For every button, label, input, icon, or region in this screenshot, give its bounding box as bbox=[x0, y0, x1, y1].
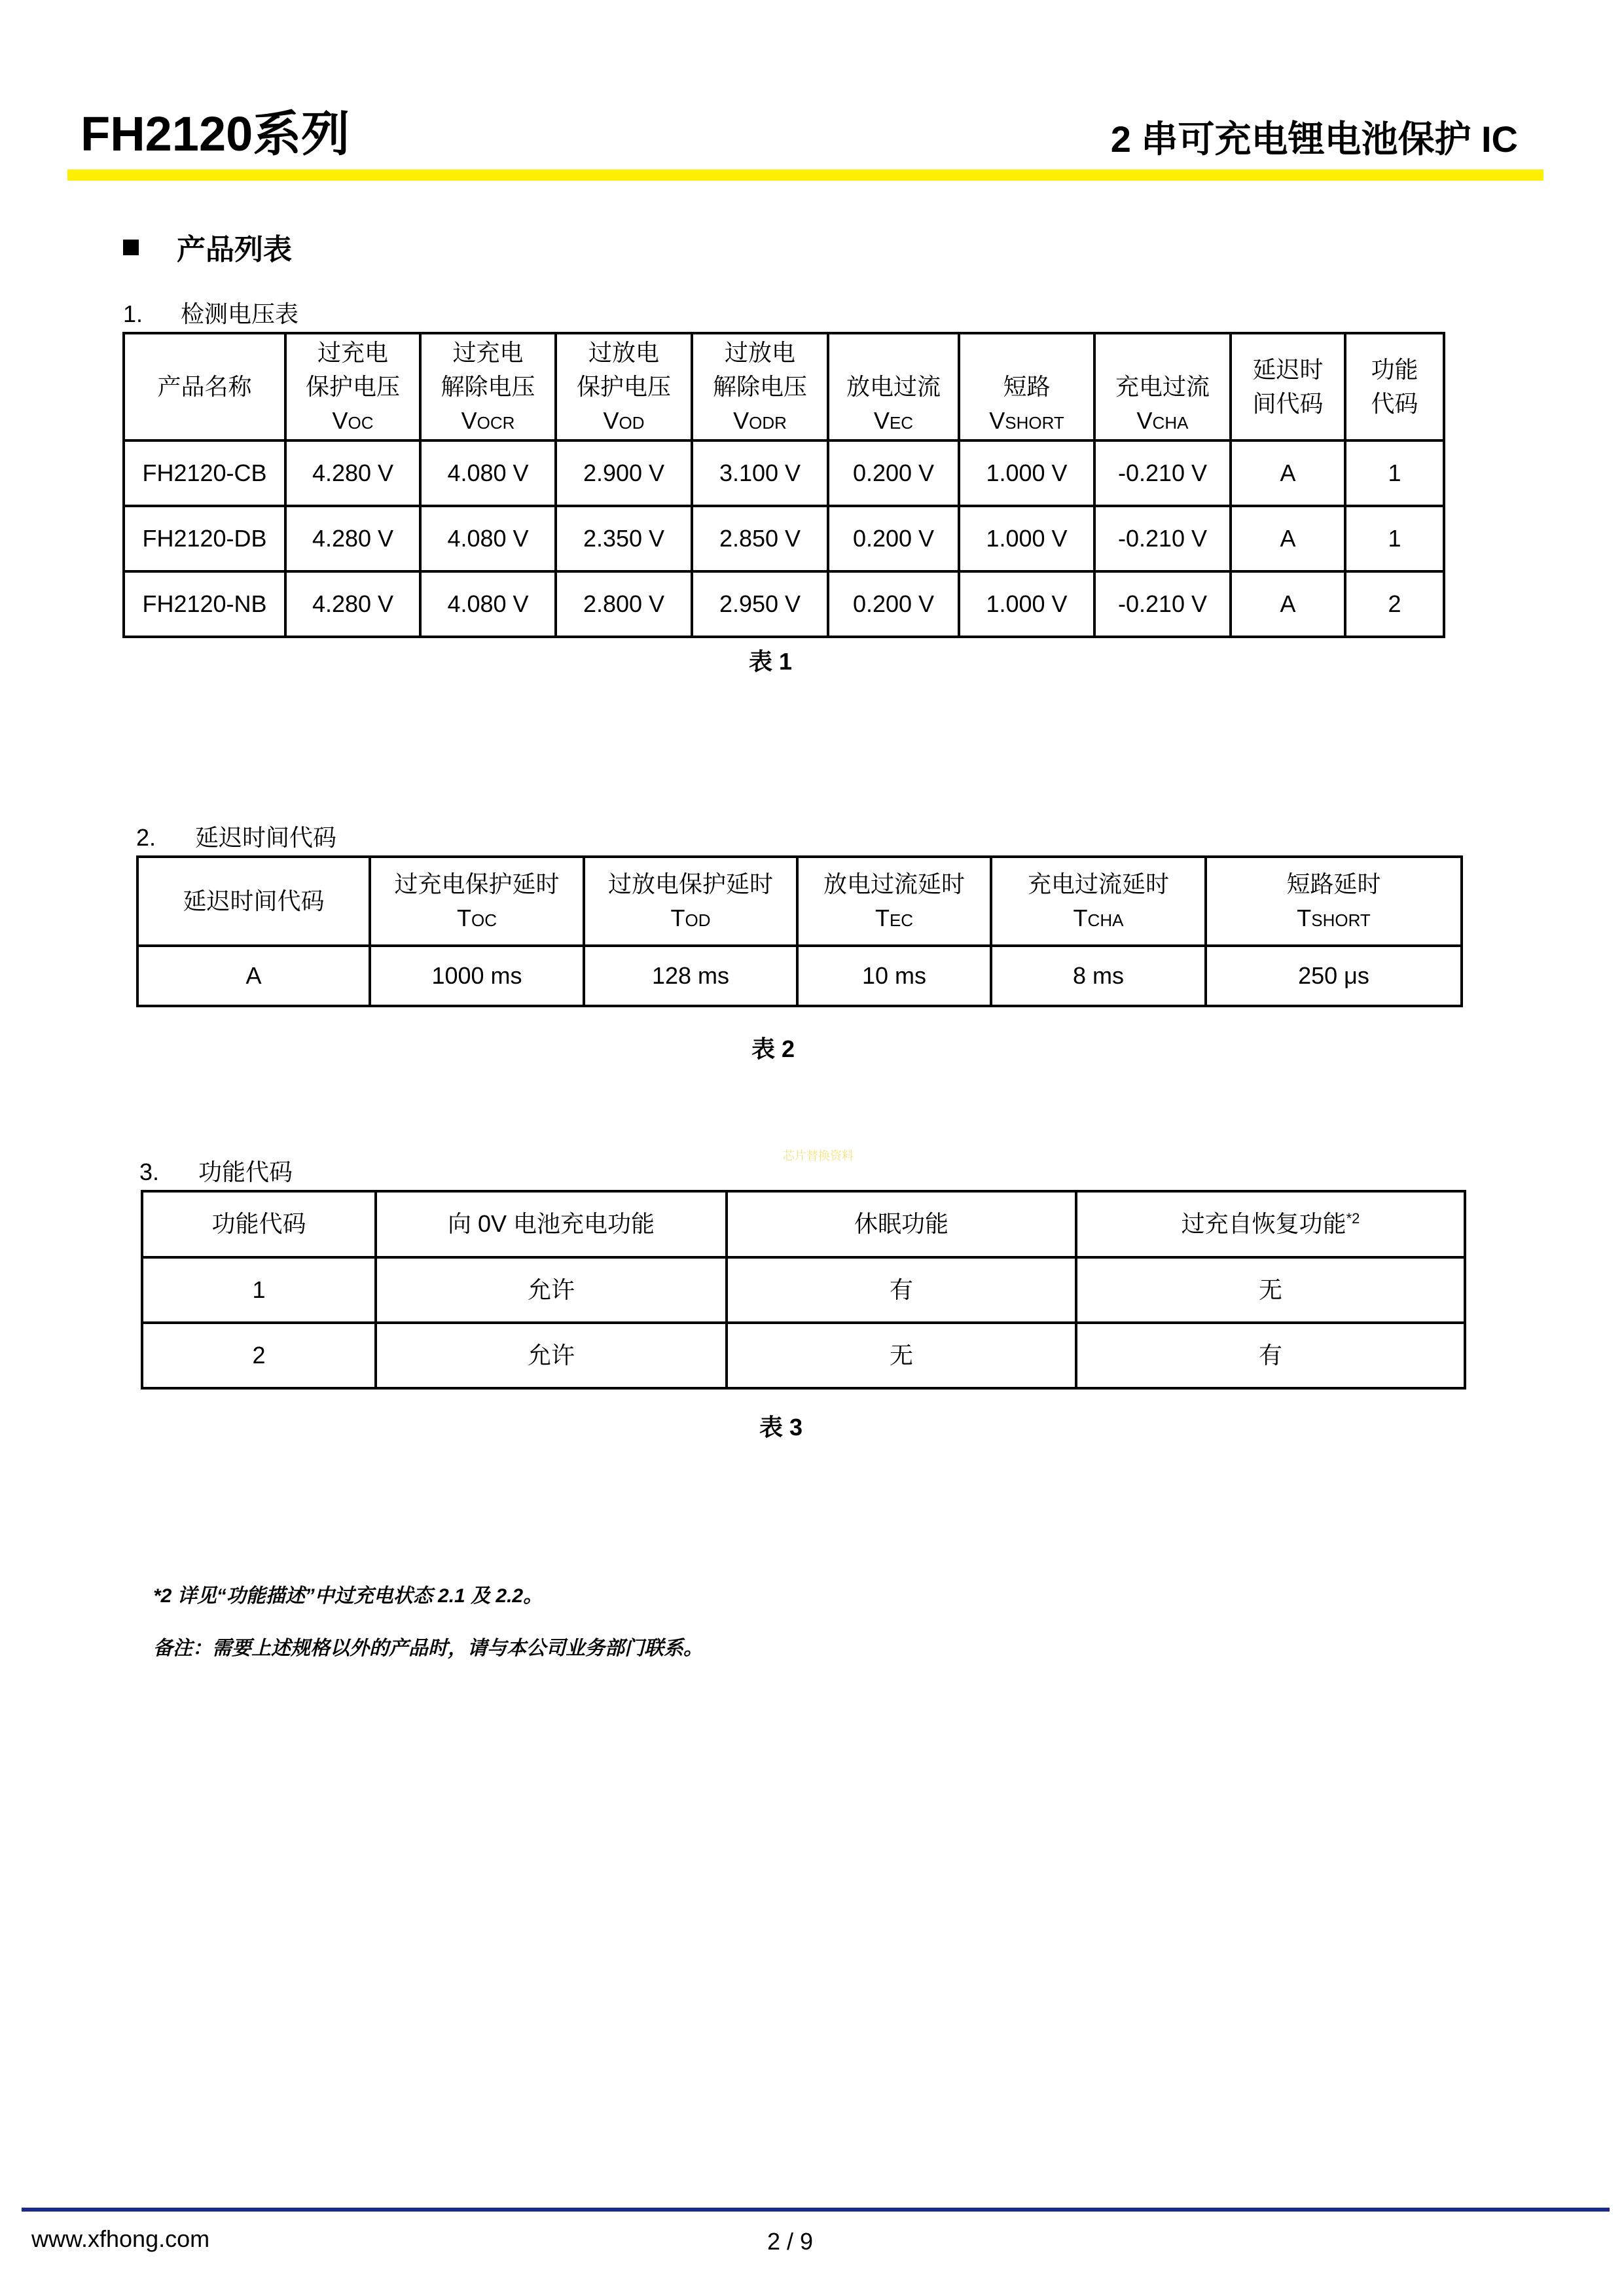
table-cell: 1 bbox=[1345, 440, 1444, 506]
page-number: 2 / 9 bbox=[767, 2228, 814, 2255]
table-cell: FH2120-NB bbox=[124, 571, 285, 637]
header-vshort: 短路 VSHORT bbox=[959, 333, 1094, 440]
table-cell: 有 bbox=[1076, 1323, 1465, 1388]
table-cell: A bbox=[137, 946, 370, 1006]
table-cell: 无 bbox=[1076, 1257, 1465, 1323]
header-voc: 过充电 保护电压 VOC bbox=[285, 333, 420, 440]
table3-heading: 3. 功能代码 bbox=[139, 1158, 293, 1185]
header-divider bbox=[67, 170, 1543, 181]
table-cell: A bbox=[1231, 506, 1345, 571]
table-cell: 4.080 V bbox=[420, 440, 556, 506]
table-cell: FH2120-CB bbox=[124, 440, 285, 506]
table-cell: 1.000 V bbox=[959, 571, 1094, 637]
table-cell: A bbox=[1231, 571, 1345, 637]
table-cell: 1 bbox=[1345, 506, 1444, 571]
table-cell: 2 bbox=[142, 1323, 376, 1388]
delay-time-table bbox=[136, 855, 1463, 1007]
table-header-row bbox=[137, 857, 1462, 946]
table-cell: -0.210 V bbox=[1094, 440, 1231, 506]
header-function-code: 功能 代码 bbox=[1345, 333, 1444, 440]
table-row bbox=[124, 571, 1444, 637]
footnote-2: *2 详见“功能描述”中过充电状态 2.1 及 2.2。 bbox=[153, 1585, 543, 1607]
series-title: FH2120系列 bbox=[81, 107, 350, 161]
table-header-row bbox=[142, 1191, 1465, 1257]
table-cell: -0.210 V bbox=[1094, 571, 1231, 637]
table-cell: -0.210 V bbox=[1094, 506, 1231, 571]
table-cell: 128 ms bbox=[584, 946, 797, 1006]
header-vec: 放电过流 VEC bbox=[828, 333, 959, 440]
table-cell: 2.850 V bbox=[692, 506, 828, 571]
table2-heading: 2. 延迟时间代码 bbox=[136, 824, 337, 851]
table-cell: 2.350 V bbox=[556, 506, 692, 571]
table1-caption: 表 1 bbox=[749, 648, 793, 675]
product-title: 2 串可充电锂电池保护 IC bbox=[1110, 118, 1518, 160]
table-cell: 4.280 V bbox=[285, 440, 420, 506]
watermark: 芯片替换资料 bbox=[783, 1149, 854, 1162]
table-cell: 允许 bbox=[376, 1257, 727, 1323]
table-cell: 0.200 V bbox=[828, 506, 959, 571]
table-cell: 无 bbox=[727, 1323, 1076, 1388]
table-cell: FH2120-DB bbox=[124, 506, 285, 571]
header-tcha: 充电过流延时 TCHA bbox=[991, 857, 1206, 946]
table-row bbox=[142, 1257, 1465, 1323]
section-title-text: 产品列表 bbox=[177, 234, 292, 266]
header-vocr: 过充电 解除电压 VOCR bbox=[420, 333, 556, 440]
header-overcharge-recovery: 过充自恢复功能$^{*2}$ bbox=[1076, 1191, 1465, 1257]
table-header-row bbox=[124, 333, 1444, 440]
table-cell: 3.100 V bbox=[692, 440, 828, 506]
table-cell: 1.000 V bbox=[959, 506, 1094, 571]
header-toc: 过充电保护延时 TOC bbox=[370, 857, 584, 946]
voltage-table bbox=[122, 332, 1445, 638]
section-heading bbox=[123, 226, 292, 268]
table-cell: 8 ms bbox=[991, 946, 1206, 1006]
function-code-table bbox=[141, 1190, 1466, 1390]
header-tshort: 短路延时 TSHORT bbox=[1206, 857, 1462, 946]
footer-divider bbox=[22, 2208, 1610, 2212]
table-cell: 0.200 V bbox=[828, 571, 959, 637]
table-cell: 1.000 V bbox=[959, 440, 1094, 506]
table-cell: 4.280 V bbox=[285, 506, 420, 571]
header-function-code: 功能代码 bbox=[142, 1191, 376, 1257]
table-cell: 2.900 V bbox=[556, 440, 692, 506]
header-vodr: 过放电 解除电压 VODR bbox=[692, 333, 828, 440]
table-cell: 4.280 V bbox=[285, 571, 420, 637]
table-cell: 250 μs bbox=[1206, 946, 1462, 1006]
footer-url[interactable]: www.xfhong.com bbox=[31, 2225, 210, 2252]
table-cell: 允许 bbox=[376, 1323, 727, 1388]
table-row bbox=[137, 946, 1462, 1006]
table-cell: 4.080 V bbox=[420, 506, 556, 571]
header-zero-volt-charge: 向 0V 电池充电功能 bbox=[376, 1191, 727, 1257]
header-delay-code: 延迟时 间代码 bbox=[1231, 333, 1345, 440]
header-tec: 放电过流延时 TEC bbox=[797, 857, 991, 946]
table-cell: A bbox=[1231, 440, 1345, 506]
table-cell: 0.200 V bbox=[828, 440, 959, 506]
header-vod: 过放电 保护电压 VOD bbox=[556, 333, 692, 440]
table-cell: 有 bbox=[727, 1257, 1076, 1323]
header-delay-code: 延迟时间代码 bbox=[137, 857, 370, 946]
header-tod: 过放电保护延时 TOD bbox=[584, 857, 797, 946]
table-cell: 10 ms bbox=[797, 946, 991, 1006]
table1-heading: 1. 检测电压表 bbox=[123, 300, 299, 327]
table-cell: 1000 ms bbox=[370, 946, 584, 1006]
table-row bbox=[124, 506, 1444, 571]
footnote-marker: *2 bbox=[1346, 1210, 1360, 1227]
table3-caption: 表 3 bbox=[759, 1414, 803, 1441]
square-bullet-icon bbox=[123, 240, 139, 255]
table2-caption: 表 2 bbox=[751, 1035, 795, 1062]
header-product-name: 产品名称 bbox=[124, 333, 285, 440]
table-row bbox=[124, 440, 1444, 506]
table-cell: 1 bbox=[142, 1257, 376, 1323]
table-cell: 2.800 V bbox=[556, 571, 692, 637]
header-vcha: 充电过流 VCHA bbox=[1094, 333, 1231, 440]
table-cell: 2.950 V bbox=[692, 571, 828, 637]
header-sleep: 休眠功能 bbox=[727, 1191, 1076, 1257]
table-cell: 2 bbox=[1345, 571, 1444, 637]
table-row bbox=[142, 1323, 1465, 1388]
remark-note: 备注：需要上述规格以外的产品时，请与本公司业务部门联系。 bbox=[153, 1638, 703, 1659]
table-cell: 4.080 V bbox=[420, 571, 556, 637]
